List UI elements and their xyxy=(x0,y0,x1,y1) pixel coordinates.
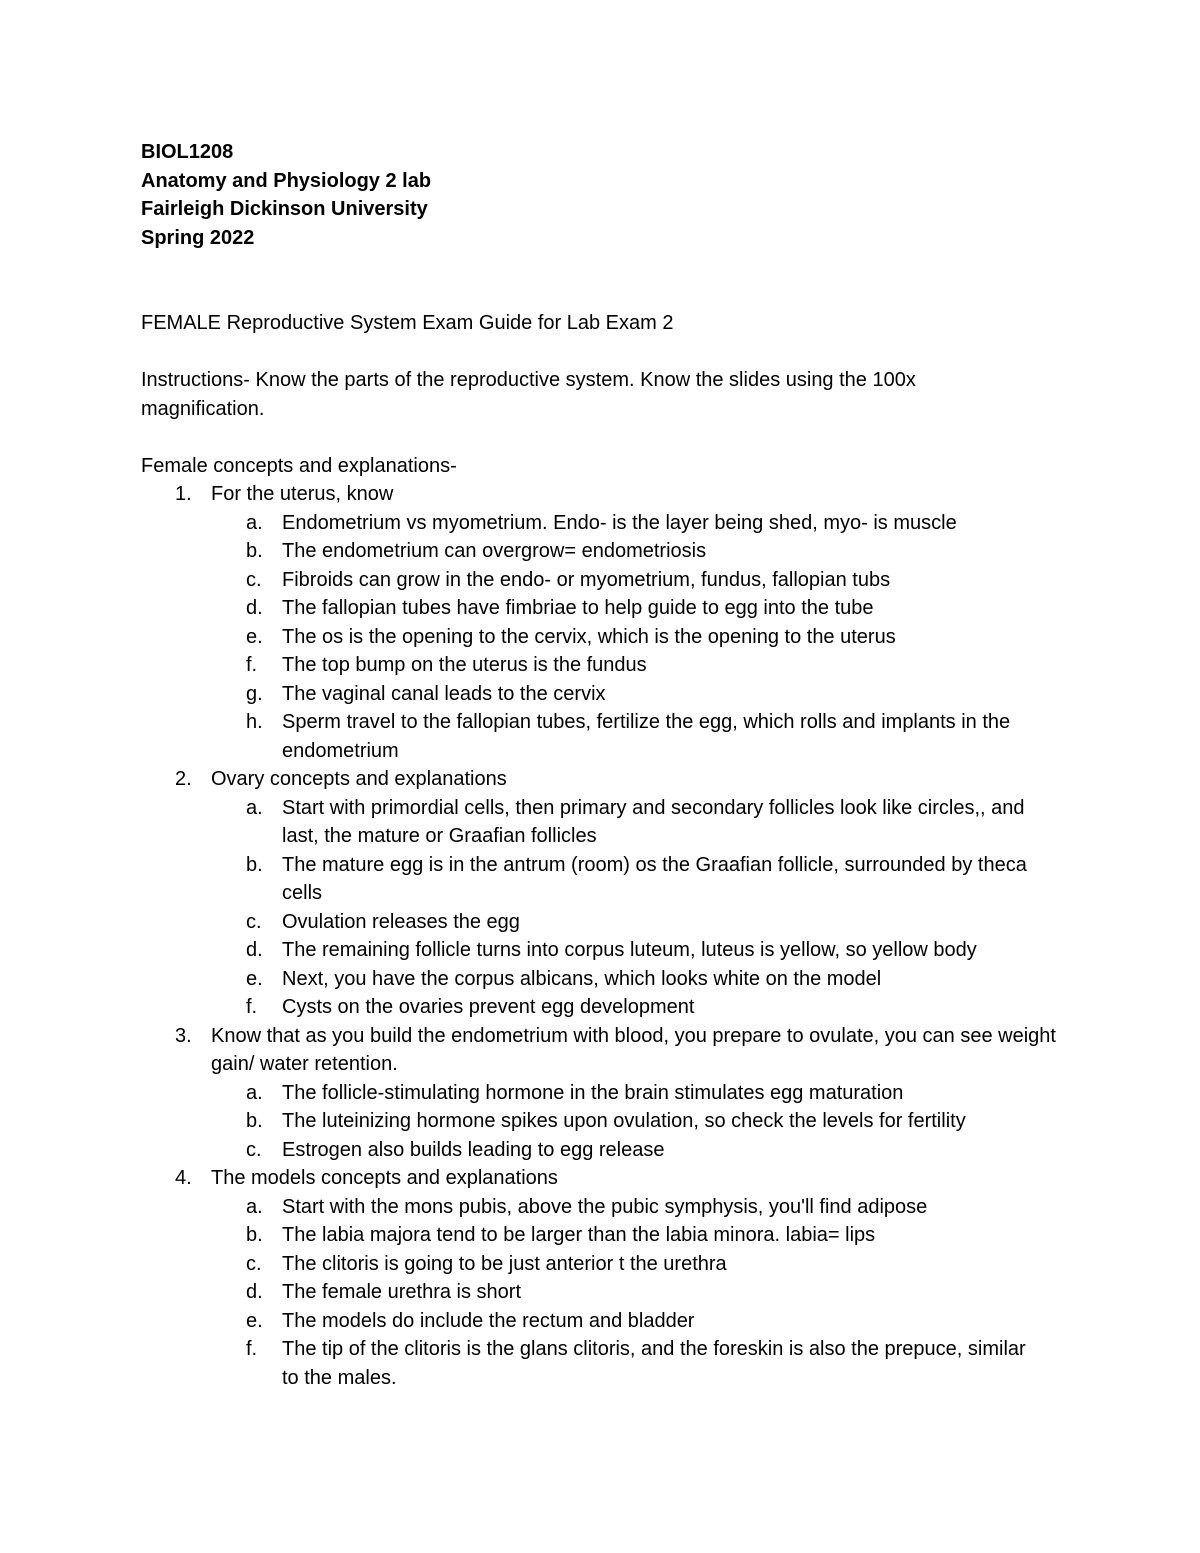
course-code: BIOL1208 xyxy=(141,141,234,163)
sub-list-marker: f. xyxy=(246,654,258,676)
list-marker: 2. xyxy=(175,768,192,790)
university-name: Fairleigh Dickinson University xyxy=(141,198,428,220)
sub-list-text: The luteinizing hormone spikes upon ovulation, so check the levels for fertility xyxy=(282,1110,966,1132)
list-item-text: The models concepts and explanations xyxy=(211,1167,558,1189)
sub-list-item xyxy=(211,537,1042,566)
instructions: Instructions- Know the parts of the reproductive system. Know the slides using the 100x magnification. xyxy=(141,369,916,420)
sub-list-item xyxy=(211,708,1042,765)
list-item-text: For the uterus, know xyxy=(211,483,394,505)
sub-list-text: The vaginal canal leads to the cervix xyxy=(282,682,606,705)
sub-list-marker: a. xyxy=(246,511,263,534)
sub-list-text: The mature egg is in the antrum (room) os the Graafian follicle, surrounded by theca cells xyxy=(282,853,1027,904)
sub-list-marker: a. xyxy=(246,1195,263,1218)
sub-list-item xyxy=(211,1107,1042,1136)
sub-list xyxy=(211,1079,1071,1165)
sub-list-item xyxy=(211,993,1042,1022)
spacer xyxy=(141,423,1071,452)
sub-list-item xyxy=(211,594,1042,623)
sub-list-item xyxy=(211,566,1042,595)
sub-list-text: Start with primordial cells, then primary and secondary follicles look like circles,, and last, the mature or Graafian follicles xyxy=(282,796,1025,847)
sub-list-marker: a. xyxy=(246,796,263,819)
list-marker: 4. xyxy=(175,1167,192,1189)
sub-list-text: The models do include the rectum and bladder xyxy=(282,1309,695,1332)
sub-list-text: The os is the opening to the cervix, which is the opening to the uterus xyxy=(282,625,896,648)
sub-list-item xyxy=(211,908,1042,937)
sub-list-marker: b. xyxy=(246,1110,263,1132)
sub-list-item xyxy=(211,965,1042,994)
list-item xyxy=(141,1164,1071,1392)
section-heading: Female concepts and explanations- xyxy=(141,454,457,477)
sub-list-marker: e. xyxy=(246,1309,263,1332)
sub-list-marker: b. xyxy=(246,540,263,562)
sub-list-marker: h. xyxy=(246,711,263,733)
sub-list-marker: a. xyxy=(246,1081,263,1104)
sub-list-item xyxy=(211,1307,1042,1336)
sub-list-marker: f. xyxy=(246,996,258,1018)
guide-title: FEMALE Reproductive System Exam Guide for Lab Exam 2 xyxy=(141,312,674,334)
sub-list-marker: c. xyxy=(246,1138,262,1161)
sub-list-text: Start with the mons pubis, above the pubic symphysis, you'll find adipose xyxy=(282,1195,928,1218)
sub-list-text: The remaining follicle turns into corpus luteum, luteus is yellow, so yellow body xyxy=(282,939,977,961)
sub-list-item xyxy=(211,1079,1042,1108)
sub-list-marker: c. xyxy=(246,1252,262,1275)
sub-list-text: The labia majora tend to be larger than the labia minora. labia= lips xyxy=(282,1224,876,1246)
sub-list-item xyxy=(211,509,1042,538)
sub-list xyxy=(211,794,1071,1022)
sub-list-text: The tip of the clitoris is the glans clitoris, and the foreskin is also the prepuce, similar to the males. xyxy=(282,1338,1026,1389)
concept-list xyxy=(141,480,1071,1392)
sub-list-text: Estrogen also builds leading to egg release xyxy=(282,1138,665,1161)
course-name: Anatomy and Physiology 2 lab xyxy=(141,169,432,192)
spacer xyxy=(141,338,1071,367)
list-item-text: Know that as you build the endometrium with blood, you prepare to ovulate, you can see weight gain/ water retention. xyxy=(211,1024,1056,1075)
sub-list-item xyxy=(211,936,1042,965)
sub-list-item xyxy=(211,851,1042,908)
list-item xyxy=(141,1022,1071,1165)
sub-list-marker: b. xyxy=(246,853,263,876)
sub-list-text: The clitoris is going to be just anterior t the urethra xyxy=(282,1252,727,1275)
sub-list-marker: b. xyxy=(246,1224,263,1246)
sub-list-item xyxy=(211,1335,1042,1392)
sub-list-item xyxy=(211,1221,1042,1250)
list-item xyxy=(141,765,1071,1022)
sub-list-text: Cysts on the ovaries prevent egg development xyxy=(282,996,695,1018)
sub-list xyxy=(211,1193,1071,1393)
sub-list-marker: e. xyxy=(246,967,263,990)
sub-list-marker: c. xyxy=(246,910,262,933)
sub-list-text: Ovulation releases the egg xyxy=(282,910,520,933)
sub-list-marker: g. xyxy=(246,682,263,705)
list-item xyxy=(141,480,1071,765)
sub-list-text: Next, you have the corpus albicans, which looks white on the model xyxy=(282,967,882,990)
sub-list-item xyxy=(211,1136,1042,1165)
sub-list-text: The female urethra is short xyxy=(282,1281,521,1303)
sub-list-text: The follicle-stimulating hormone in the brain stimulates egg maturation xyxy=(282,1081,904,1104)
sub-list-item xyxy=(211,623,1042,652)
spacer xyxy=(141,252,1071,309)
sub-list-text: Fibroids can grow in the endo- or myometrium, fundus, fallopian tubs xyxy=(282,568,891,591)
sub-list-text: The endometrium can overgrow= endometriosis xyxy=(282,540,707,562)
sub-list-item xyxy=(211,680,1042,709)
list-marker: 1. xyxy=(175,483,192,505)
sub-list-marker: d. xyxy=(246,597,263,619)
sub-list-marker: c. xyxy=(246,568,262,591)
sub-list-marker: e. xyxy=(246,625,263,648)
sub-list-item xyxy=(211,1278,1042,1307)
sub-list-item xyxy=(211,1250,1042,1279)
sub-list-text: Endometrium vs myometrium. Endo- is the layer being shed, myo- is muscle xyxy=(282,511,957,534)
sub-list-item xyxy=(211,651,1042,680)
list-marker: 3. xyxy=(175,1024,192,1047)
sub-list-text: The fallopian tubes have fimbriae to help guide to egg into the tube xyxy=(282,597,874,619)
sub-list-marker: d. xyxy=(246,1281,263,1303)
sub-list-text: Sperm travel to the fallopian tubes, fertilize the egg, which rolls and implants in the endometrium xyxy=(282,711,1011,762)
sub-list-text: The top bump on the uterus is the fundus xyxy=(282,654,647,676)
sub-list-item xyxy=(211,1193,1042,1222)
sub-list-marker: f. xyxy=(246,1338,258,1360)
sub-list xyxy=(211,509,1071,766)
sub-list-item xyxy=(211,794,1042,851)
list-item-text: Ovary concepts and explanations xyxy=(211,768,507,790)
term: Spring 2022 xyxy=(141,226,255,249)
document-page xyxy=(141,138,1071,1392)
sub-list-marker: d. xyxy=(246,939,263,961)
